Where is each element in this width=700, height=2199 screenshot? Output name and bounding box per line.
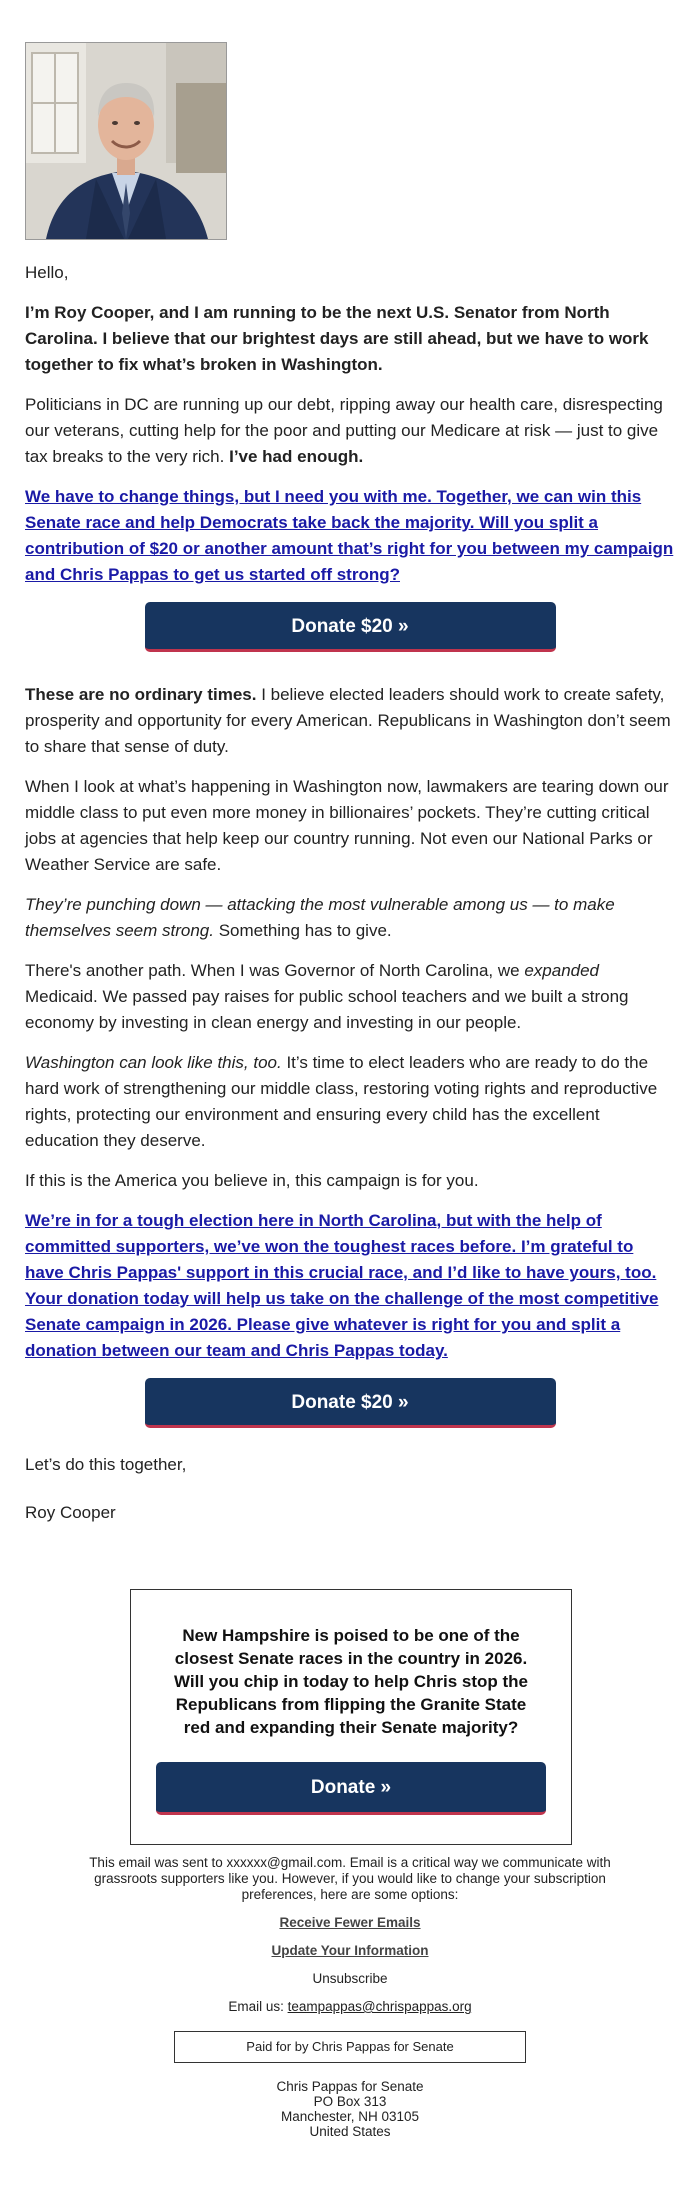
- politicians-bold: I’ve had enough.: [229, 447, 364, 466]
- another-path-italic: expanded: [524, 961, 600, 980]
- donate-button[interactable]: Donate »: [156, 1762, 546, 1815]
- donate-20-button-2[interactable]: Donate $20 »: [145, 1378, 556, 1428]
- email-body: [25, 42, 675, 1540]
- email-footer: [60, 1855, 640, 2139]
- another-path-paragraph: [25, 958, 675, 1036]
- address-line-3: Manchester, NH 03105: [280, 2109, 420, 2124]
- look-like-this-paragraph: [25, 1050, 675, 1154]
- signature-text: Roy Cooper: [25, 1503, 116, 1522]
- punching-down-text: Something has to give.: [213, 921, 392, 940]
- update-information-link[interactable]: Update Your Information: [271, 1943, 429, 1958]
- punching-down-paragraph: [25, 892, 675, 944]
- look-like-this-italic: Washington can look like this, too.: [25, 1053, 282, 1072]
- greeting-text: Hello,: [25, 263, 69, 282]
- ordinary-times-bold: These are no ordinary times.: [25, 685, 257, 704]
- punching-down-italic: They’re punching down — attacking the most vulnerable among us — to make themselves seem strong.: [25, 895, 615, 940]
- footer-sent-text: This email was sent to xxxxxx@gmail.com. Email is a critical way we communicate with grassroots supporters like you. However, if you would like to change your subscription preferences, here are some options:: [89, 1855, 611, 1902]
- tough-election-paragraph: [25, 1208, 675, 1364]
- donate-appeal-paragraph: [25, 484, 675, 588]
- look-like-this-text: It’s time to elect leaders who are ready to do the hard work of strengthening our middle class, restoring voting rights and reproductive rights, protecting our environment and ensuring every child has the excellent education they deserve.: [25, 1053, 658, 1150]
- footer-email-label: Email us:: [228, 1999, 288, 2014]
- another-path-text-1: There's another path. When I was Governor of North Carolina, we: [25, 961, 525, 980]
- ordinary-times-paragraph: [25, 682, 675, 760]
- ordinary-times-text: I believe elected leaders should work to create safety, prosperity and opportunity for every American. Republicans in Washington don’t seem to share that sense of duty.: [25, 685, 671, 756]
- paid-for-disclaimer: Paid for by Chris Pappas for Senate: [174, 2031, 526, 2063]
- tough-election-link[interactable]: We’re in for a tough election here in North Carolina, but with the help of committed supporters, we’ve won the toughest races before. I’m grateful to have Chris Pappas' support in this crucial race, and I’d like to have yours, too. Your donation today will help us take on the challenge of the most competitive Senate campaign in 2026. Please give whatever is right for you and split a donation between our team and Chris Pappas today.: [25, 1211, 659, 1360]
- washington-paragraph: When I look at what’s happening in Washington now, lawmakers are tearing down our middle class to put even more money in billionaires’ pockets. They’re cutting critical jobs at agencies that help keep our country running. Not even our National Parks or Weather Service are safe.: [25, 777, 669, 874]
- receive-fewer-emails-link[interactable]: Receive Fewer Emails: [279, 1915, 421, 1930]
- address-line-1: Chris Pappas for Senate: [276, 2079, 424, 2094]
- footer-email-line: [60, 1999, 640, 2015]
- address-line-4: United States: [309, 2124, 391, 2139]
- america-paragraph: If this is the America you believe in, this campaign is for you.: [25, 1171, 479, 1190]
- donate-20-button[interactable]: Donate $20 »: [145, 602, 556, 652]
- intro-paragraph: I’m Roy Cooper, and I am running to be the next U.S. Senator from North Carolina. I believe that our brightest days are still ahead, but we have to work together to fix what’s broken in Washington.: [25, 303, 649, 374]
- another-path-text-2: Medicaid. We passed pay raises for public school teachers and we built a strong economy by investing in clean energy and investing in our people.: [25, 987, 629, 1032]
- candidate-photo: [25, 42, 227, 240]
- footer-email-link[interactable]: teampappas@chrispappas.org: [287, 1999, 472, 2014]
- closing-text: Let’s do this together,: [25, 1455, 187, 1474]
- donate-button-row-2: [25, 1378, 675, 1428]
- donate-appeal-link[interactable]: We have to change things, but I need you with me. Together, we can win this Senate race and help Democrats take back the majority. Will you split a contribution of $20 or another amount that’s right for you between my campaign and Chris Pappas to get us started off strong?: [25, 487, 674, 584]
- new-hampshire-appeal-text: New Hampshire is poised to be one of the closest Senate races in the country in 2026. Will you chip in today to help Chris stop the Republicans from flipping the Granite State red and expanding their Senate majority?: [173, 1626, 529, 1737]
- new-hampshire-appeal-box: [130, 1589, 572, 1845]
- unsubscribe-link[interactable]: Unsubscribe: [312, 1971, 388, 1986]
- donate-button-row-1: [25, 602, 675, 652]
- address-line-2: PO Box 313: [313, 2094, 387, 2109]
- politicians-text: Politicians in DC are running up our debt, ripping away our health care, disrespecting our veterans, cutting help for the poor and putting our Medicare at risk — just to give tax breaks to the very rich.: [25, 395, 663, 466]
- politicians-paragraph: [25, 392, 675, 470]
